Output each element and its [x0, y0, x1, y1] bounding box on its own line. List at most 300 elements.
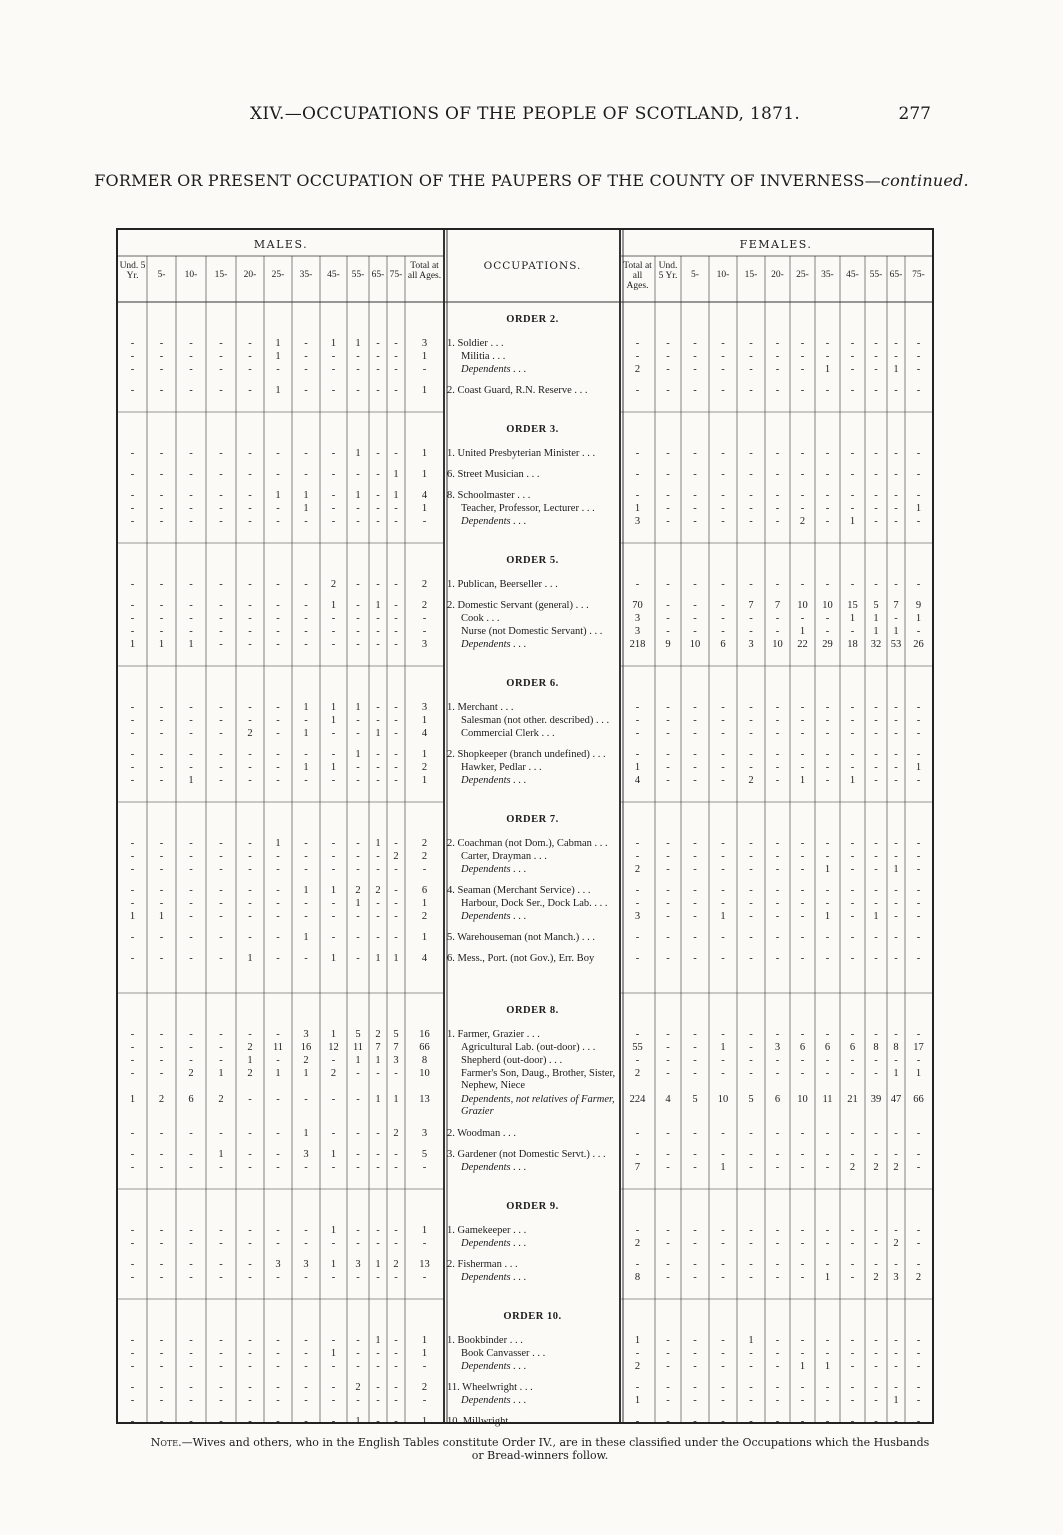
female-count-cell: - — [825, 851, 830, 862]
female-count-cell: 1 — [799, 626, 806, 637]
male-count-cell: - — [159, 579, 164, 590]
male-count-cell: - — [276, 762, 280, 773]
male-count-cell: 1 — [375, 1094, 381, 1105]
female-count-cell: - — [850, 448, 855, 459]
female-count-cell: - — [666, 885, 670, 896]
male-count-cell: 1 — [393, 469, 399, 480]
male-count-cell: 1 — [355, 490, 361, 501]
male-count-cell: - — [248, 911, 252, 922]
male-count-cell: - — [189, 351, 193, 362]
female-count-cell: - — [825, 1162, 830, 1173]
male-count-cell: - — [331, 1094, 336, 1105]
occupation-label: 1. Bookbinder . . . — [447, 1335, 523, 1346]
male-count-cell: - — [304, 1094, 308, 1105]
male-count-cell: - — [276, 953, 280, 964]
occupation-label: Shepherd (out-door) . . . — [461, 1055, 563, 1066]
male-count-cell: - — [189, 1335, 193, 1346]
occupation-label: 1. Soldier . . . — [447, 338, 504, 349]
female-count-cell: - — [894, 1348, 898, 1359]
dependents-label: Dependents . . . — [461, 1162, 527, 1173]
female-count-cell: 2 — [873, 1272, 879, 1283]
male-count-cell: 1 — [330, 762, 337, 773]
female-count-cell: - — [693, 1029, 697, 1040]
female-count-cell: - — [850, 838, 855, 849]
female-count-cell: 2 — [849, 1162, 856, 1173]
female-count-cell: - — [850, 1149, 855, 1160]
male-count-cell: - — [356, 1149, 360, 1160]
male-count-cell: 1 — [355, 898, 361, 909]
female-count-cell: - — [800, 385, 805, 396]
female-count-cell: - — [749, 1395, 753, 1406]
female-count-cell: - — [850, 503, 855, 514]
male-count-cell: - — [276, 749, 280, 760]
male-count-cell: - — [304, 385, 308, 396]
male-count-cell: - — [422, 626, 427, 637]
male-count-cell: 1 — [421, 898, 428, 909]
female-count-cell: - — [693, 351, 697, 362]
male-count-cell: - — [248, 1335, 252, 1346]
female-count-cell: 47 — [890, 1094, 902, 1105]
female-count-cell: 1 — [824, 911, 831, 922]
female-count-cell: - — [825, 490, 830, 501]
male-count-cell: - — [159, 749, 164, 760]
female-count-cell: - — [775, 932, 780, 943]
occupation-label: 2. Coachman (not Dom.), Cabman . . . — [447, 838, 608, 849]
female-count-cell: - — [693, 932, 697, 943]
male-count-cell: - — [189, 1259, 193, 1270]
male-count-cell: - — [219, 1272, 223, 1283]
male-count-cell: 5 — [421, 1149, 428, 1160]
male-count-cell: - — [219, 749, 223, 760]
male-count-cell: 11 — [352, 1042, 364, 1053]
female-count-cell: - — [825, 1259, 830, 1270]
female-count-cell: - — [749, 728, 753, 739]
occupation-label: 6. Street Musician . . . — [447, 469, 540, 480]
female-count-cell: - — [800, 1395, 805, 1406]
female-count-cell: 1 — [824, 1361, 831, 1372]
male-count-cell: 1 — [355, 448, 361, 459]
male-count-cell: - — [159, 775, 164, 786]
male-count-cell: 1 — [393, 1094, 399, 1105]
male-count-cell: - — [394, 579, 398, 590]
female-count-cell: 8 — [634, 1272, 641, 1283]
female-count-cell: - — [850, 1361, 855, 1372]
order-heading: ORDER 3. — [506, 424, 559, 435]
female-count-cell: - — [721, 613, 725, 624]
male-count-cell: - — [219, 932, 223, 943]
female-count-cell: - — [894, 338, 898, 349]
males-heading: MALES. — [253, 238, 309, 251]
female-count-cell: 1 — [824, 364, 831, 375]
male-count-cell: 1 — [421, 932, 428, 943]
female-count-cell: - — [825, 351, 830, 362]
male-count-cell: - — [130, 1416, 135, 1427]
male-count-cell: - — [356, 503, 360, 514]
female-count-cell: - — [825, 898, 830, 909]
female-count-cell: - — [916, 1395, 921, 1406]
male-count-cell: - — [248, 1259, 252, 1270]
male-count-cell: 4 — [421, 728, 428, 739]
male-count-cell: 13 — [419, 1094, 430, 1105]
male-count-cell: - — [394, 838, 398, 849]
male-count-cell: - — [356, 1225, 360, 1236]
male-count-cell: - — [394, 1068, 398, 1079]
dependents-label: Dependents . . . — [461, 864, 527, 875]
female-count-cell: - — [693, 1416, 697, 1427]
female-count-cell: - — [894, 516, 898, 527]
female-count-cell: - — [916, 1149, 921, 1160]
female-count-cell: 1 — [873, 911, 879, 922]
female-count-cell: 3 — [893, 1272, 899, 1283]
female-count-cell: - — [874, 728, 878, 739]
page-number: 277 — [898, 104, 931, 124]
table-subtitle — [0, 171, 1063, 190]
female-count-cell: - — [874, 1225, 878, 1236]
dependents-label: Dependents, not relatives of Farmer, Grazier — [461, 1094, 615, 1117]
male-count-cell: - — [394, 702, 398, 713]
male-count-cell: 2 — [421, 579, 428, 590]
male-count-cell: - — [356, 613, 360, 624]
female-count-cell: 1 — [748, 1335, 754, 1346]
male-count-cell: - — [276, 1094, 280, 1105]
occupations-heading: OCCUPATIONS. — [483, 260, 582, 272]
male-column-header: Und. 5 Yr. — [119, 261, 146, 281]
female-count-cell: - — [693, 1395, 697, 1406]
dependents-label: Dependents . . . — [461, 1395, 527, 1406]
female-count-cell: - — [666, 898, 670, 909]
male-count-cell: - — [159, 1348, 164, 1359]
male-count-cell: - — [276, 1162, 280, 1173]
female-column-header: 15- — [744, 270, 758, 280]
male-count-cell: - — [376, 626, 380, 637]
female-count-cell: 1 — [893, 626, 899, 637]
female-count-cell: - — [635, 579, 640, 590]
female-count-cell: - — [825, 1335, 830, 1346]
male-count-cell: - — [394, 626, 398, 637]
female-count-cell: - — [800, 1335, 805, 1346]
male-count-cell: 1 — [247, 1055, 253, 1066]
male-count-cell: 3 — [355, 1259, 361, 1270]
female-count-cell: - — [916, 1225, 921, 1236]
female-count-cell: - — [693, 448, 697, 459]
female-count-cell: - — [850, 364, 855, 375]
occupation-label: Book Canvasser . . . — [461, 1348, 546, 1359]
male-count-cell: 1 — [303, 490, 309, 501]
male-count-cell: - — [248, 338, 252, 349]
occupation-label: Cook . . . — [461, 613, 500, 624]
male-count-cell: - — [376, 898, 380, 909]
female-count-cell: - — [721, 1382, 725, 1393]
male-count-cell: - — [394, 516, 398, 527]
female-count-cell: - — [721, 490, 725, 501]
occupation-label: 5. Warehouseman (not Manch.) . . . — [447, 932, 595, 943]
female-count-cell: - — [749, 613, 753, 624]
female-count-cell: - — [775, 715, 780, 726]
male-count-cell: - — [331, 1382, 336, 1393]
male-count-cell: - — [159, 702, 164, 713]
female-count-cell: - — [894, 838, 898, 849]
female-count-cell: - — [800, 898, 805, 909]
female-count-cell: - — [693, 851, 697, 862]
dependents-label: Dependents . . . — [461, 775, 527, 786]
female-count-cell: - — [825, 932, 830, 943]
female-count-cell: - — [800, 932, 805, 943]
female-count-cell: - — [775, 579, 780, 590]
female-count-cell: - — [775, 503, 780, 514]
male-count-cell: - — [276, 775, 280, 786]
female-count-cell: - — [635, 1225, 640, 1236]
male-count-cell: - — [130, 749, 135, 760]
male-count-cell: - — [276, 503, 280, 514]
male-count-cell: - — [304, 579, 308, 590]
female-count-cell: - — [850, 1272, 855, 1283]
male-count-cell: - — [394, 775, 398, 786]
female-count-cell: - — [721, 775, 725, 786]
male-count-cell: - — [376, 1361, 380, 1372]
male-count-cell: 2 — [247, 1068, 253, 1079]
male-count-cell: - — [159, 1272, 164, 1283]
male-count-cell: - — [159, 1162, 164, 1173]
female-count-cell: 1 — [893, 1068, 899, 1079]
male-count-cell: - — [331, 775, 336, 786]
female-count-cell: - — [721, 1395, 725, 1406]
male-count-cell: 1 — [218, 1068, 224, 1079]
male-count-cell: - — [130, 1042, 135, 1053]
male-count-cell: - — [189, 1416, 193, 1427]
male-count-cell: - — [356, 864, 360, 875]
female-count-cell: - — [825, 702, 830, 713]
male-count-cell: - — [331, 516, 336, 527]
female-count-cell: - — [800, 885, 805, 896]
male-count-cell: - — [394, 503, 398, 514]
female-count-cell: - — [874, 775, 878, 786]
male-count-cell: 1 — [421, 351, 428, 362]
male-count-cell: - — [304, 1225, 308, 1236]
female-count-cell: - — [894, 702, 898, 713]
male-count-cell: - — [159, 1382, 164, 1393]
male-count-cell: 1 — [330, 953, 337, 964]
occupation-label: 8. Schoolmaster . . . — [447, 490, 531, 501]
male-count-cell: - — [219, 728, 223, 739]
occupation-label: 1. Farmer, Grazier . . . — [447, 1029, 540, 1040]
female-count-cell: - — [800, 953, 805, 964]
female-count-cell: - — [693, 898, 697, 909]
male-count-cell: - — [219, 1348, 223, 1359]
female-count-cell: - — [916, 728, 921, 739]
male-count-cell: - — [219, 1162, 223, 1173]
occupation-label: 3. Gardener (not Domestic Servt.) . . . — [447, 1149, 606, 1160]
male-count-cell: 2 — [355, 885, 361, 896]
male-count-cell: - — [189, 898, 193, 909]
female-count-cell: - — [874, 898, 878, 909]
male-count-cell: 3 — [303, 1259, 309, 1270]
male-count-cell: - — [356, 516, 360, 527]
female-column-header: 55- — [869, 270, 883, 280]
female-count-cell: 2 — [634, 1361, 641, 1372]
female-count-cell: - — [721, 364, 725, 375]
female-count-cell: 1 — [824, 864, 831, 875]
male-count-cell: - — [356, 1238, 360, 1249]
female-count-cell: - — [800, 864, 805, 875]
male-count-cell: - — [219, 851, 223, 862]
male-count-cell: - — [219, 702, 223, 713]
female-count-cell: - — [916, 1382, 921, 1393]
female-count-cell: - — [635, 448, 640, 459]
female-count-cell: - — [666, 490, 670, 501]
male-count-cell: - — [189, 932, 193, 943]
female-count-cell: - — [825, 749, 830, 760]
female-count-cell: - — [693, 1361, 697, 1372]
male-count-cell: - — [130, 469, 135, 480]
female-count-cell: - — [666, 1259, 670, 1270]
female-count-cell: - — [850, 953, 855, 964]
male-count-cell: - — [248, 864, 252, 875]
male-count-cell: 1 — [375, 728, 381, 739]
female-count-cell: - — [850, 715, 855, 726]
female-count-cell: - — [749, 364, 753, 375]
female-count-cell: - — [666, 613, 670, 624]
female-count-cell: - — [894, 953, 898, 964]
female-count-cell: 2 — [748, 775, 754, 786]
female-count-cell: - — [775, 885, 780, 896]
occupation-label: 4. Seaman (Merchant Service) . . . — [447, 885, 591, 896]
female-count-cell: - — [721, 1029, 725, 1040]
female-count-cell: - — [850, 762, 855, 773]
female-count-cell: 1 — [634, 1395, 641, 1406]
female-count-cell: - — [721, 1225, 725, 1236]
female-count-cell: - — [721, 1361, 725, 1372]
male-count-cell: - — [331, 639, 336, 650]
female-count-cell: - — [666, 1272, 670, 1283]
female-count-cell: - — [749, 762, 753, 773]
female-count-cell: - — [874, 838, 878, 849]
male-count-cell: - — [130, 898, 135, 909]
female-count-cell: - — [916, 932, 921, 943]
female-count-cell: - — [749, 864, 753, 875]
male-count-cell: - — [159, 953, 164, 964]
female-count-cell: 17 — [913, 1042, 924, 1053]
occupation-label: 1. Gamekeeper . . . — [447, 1225, 527, 1236]
female-count-cell: - — [775, 613, 780, 624]
male-count-cell: - — [189, 385, 193, 396]
male-count-cell: - — [331, 1335, 336, 1346]
female-count-cell: - — [635, 1029, 640, 1040]
male-count-cell: 1 — [275, 351, 281, 362]
male-count-cell: - — [189, 1055, 193, 1066]
male-count-cell: - — [304, 1272, 308, 1283]
male-count-cell: - — [219, 626, 223, 637]
female-count-cell: - — [916, 626, 921, 637]
male-count-cell: - — [356, 579, 360, 590]
male-count-cell: 2 — [393, 1259, 399, 1270]
male-count-cell: 1 — [355, 338, 361, 349]
female-count-cell: - — [874, 469, 878, 480]
male-count-cell: 1 — [355, 749, 361, 760]
occupation-label: Teacher, Professor, Lecturer . . . — [461, 503, 595, 514]
male-count-cell: - — [219, 911, 223, 922]
female-count-cell: - — [800, 702, 805, 713]
female-count-cell: - — [825, 775, 830, 786]
male-count-cell: - — [276, 1055, 280, 1066]
male-count-cell: - — [189, 1149, 193, 1160]
male-count-cell: 1 — [375, 838, 381, 849]
female-column-header: 20- — [771, 270, 784, 280]
female-count-cell: - — [666, 503, 670, 514]
female-count-cell: - — [775, 728, 780, 739]
male-count-cell: - — [356, 1335, 360, 1346]
female-count-cell: - — [775, 911, 780, 922]
male-count-cell: - — [376, 749, 380, 760]
male-count-cell: - — [304, 838, 308, 849]
female-count-cell: 1 — [849, 516, 856, 527]
female-count-cell: - — [635, 490, 640, 501]
female-count-cell: - — [635, 1055, 640, 1066]
male-count-cell: - — [331, 728, 336, 739]
female-count-cell: - — [874, 1068, 878, 1079]
male-count-cell: - — [189, 864, 193, 875]
female-count-cell: 6 — [720, 639, 726, 650]
male-count-cell: - — [219, 1382, 223, 1393]
order-heading: ORDER 6. — [506, 678, 559, 689]
female-count-cell: - — [800, 1029, 805, 1040]
male-count-cell: - — [130, 1272, 135, 1283]
male-count-cell: - — [130, 1259, 135, 1270]
female-count-cell: - — [666, 715, 670, 726]
female-count-cell: - — [775, 516, 780, 527]
female-count-cell: - — [693, 775, 697, 786]
male-count-cell: - — [248, 516, 252, 527]
male-count-cell: - — [219, 579, 223, 590]
male-count-cell: - — [394, 1395, 398, 1406]
female-count-cell: - — [825, 1225, 830, 1236]
male-count-cell: - — [394, 1361, 398, 1372]
male-count-cell: - — [376, 351, 380, 362]
female-count-cell: - — [800, 762, 805, 773]
female-count-cell: - — [894, 1055, 898, 1066]
female-count-cell: - — [850, 469, 855, 480]
female-count-cell: - — [693, 864, 697, 875]
male-count-cell: - — [394, 728, 398, 739]
male-count-cell: - — [356, 1128, 360, 1139]
male-count-cell: - — [248, 1225, 252, 1236]
female-count-cell: - — [894, 851, 898, 862]
male-count-cell: - — [159, 715, 164, 726]
male-count-cell: - — [276, 579, 280, 590]
female-count-cell: 2 — [915, 1272, 922, 1283]
male-count-cell: - — [356, 364, 360, 375]
male-count-cell: - — [356, 626, 360, 637]
female-column-header: 35- — [821, 270, 834, 280]
male-count-cell: - — [304, 1348, 308, 1359]
male-count-cell: - — [276, 885, 280, 896]
male-count-cell: - — [394, 1272, 398, 1283]
female-count-cell: - — [749, 469, 753, 480]
male-count-cell: 2 — [158, 1094, 165, 1105]
female-count-cell: - — [874, 932, 878, 943]
female-count-cell: - — [775, 469, 780, 480]
male-count-cell: - — [248, 838, 252, 849]
female-count-cell: - — [666, 1055, 670, 1066]
female-count-cell: - — [916, 864, 921, 875]
female-count-cell: - — [800, 448, 805, 459]
female-count-cell: - — [800, 1272, 805, 1283]
female-column-header: 5- — [691, 270, 699, 280]
female-count-cell: 3 — [634, 516, 641, 527]
male-count-cell: - — [130, 762, 135, 773]
footnote — [150, 1436, 930, 1462]
female-count-cell: 7 — [634, 1162, 641, 1173]
male-count-cell: - — [376, 1395, 380, 1406]
